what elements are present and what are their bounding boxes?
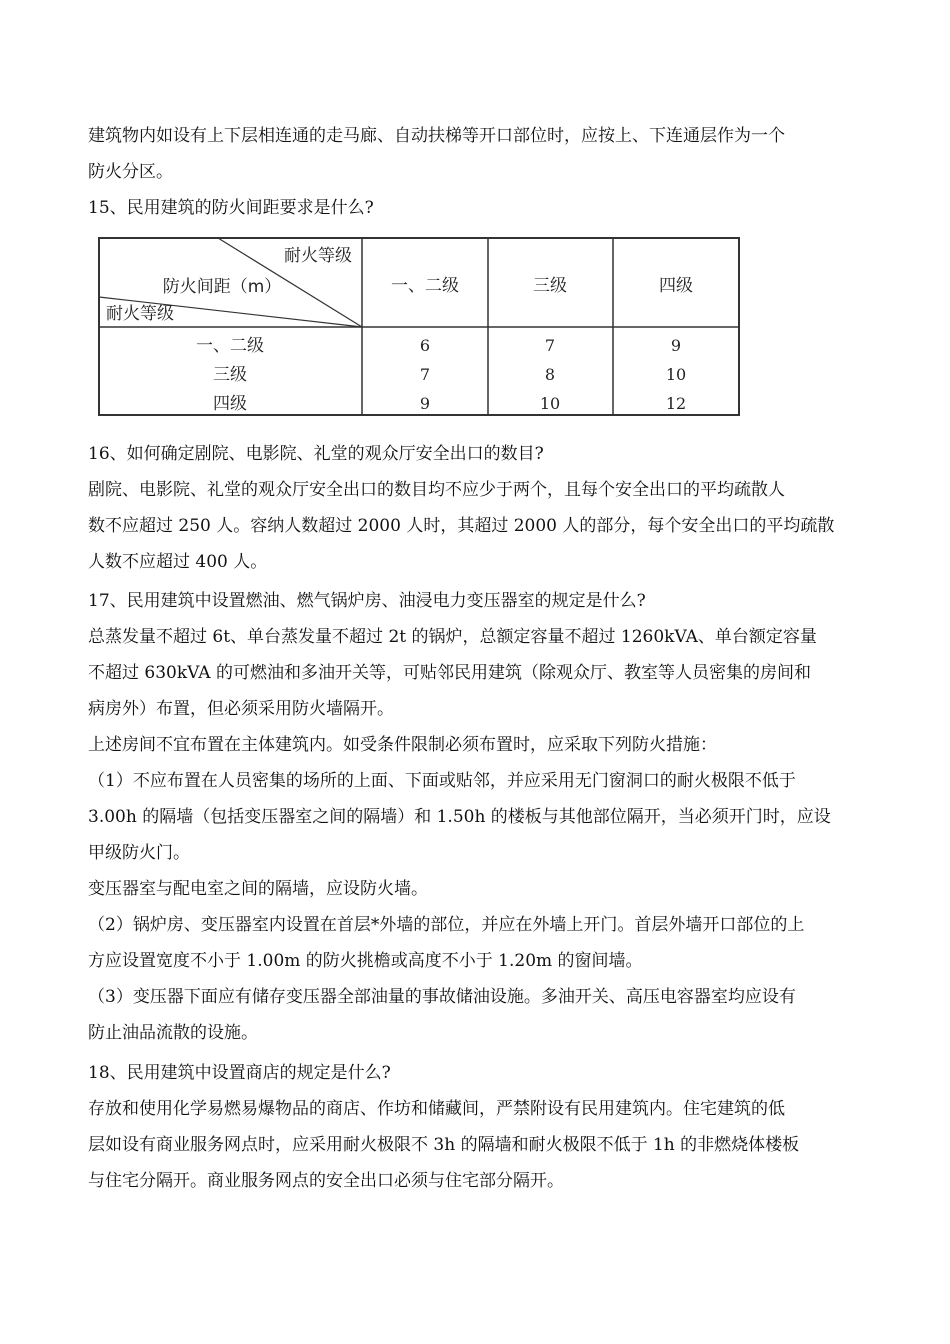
row-label: 一、二级 bbox=[196, 336, 264, 356]
text-line: 层如设有商业服务网点时，应采用耐火极限不 3h 的隔墙和耐火极限不低于 1h 的非燃烧体楼板 bbox=[88, 1135, 800, 1155]
fire-separation-table bbox=[98, 237, 741, 417]
text-line: 甲级防火门。 bbox=[88, 843, 190, 863]
table-cell: 9 bbox=[670, 336, 682, 355]
text-line: （1）不应布置在人员密集的场所的上面、下面或贴邻，并应采用无门窗洞口的耐火极限不低于 bbox=[88, 771, 796, 791]
header-middle-label: 防火间距（m） bbox=[162, 277, 282, 297]
text-line: 方应设置宽度不小于 1.00m 的防火挑檐或高度不小于 1.20m 的窗间墙。 bbox=[88, 951, 643, 971]
text-line: 剧院、电影院、礼堂的观众厅安全出口的数目均不应少于两个，且每个安全出口的平均疏散人 bbox=[88, 480, 785, 500]
table-cell: 8 bbox=[544, 365, 556, 384]
text-line: 数不应超过 250 人。容纳人数超过 2000 人时，其超过 2000 人的部分，每个安全出口的平均疏散 bbox=[88, 516, 835, 536]
question-18: 18、民用建筑中设置商店的规定是什么? bbox=[88, 1063, 391, 1083]
table-cell: 7 bbox=[419, 365, 431, 384]
text-line: 人数不应超过 400 人。 bbox=[88, 552, 268, 572]
text-line: （3）变压器下面应有储存变压器全部油量的事故储油设施。多油开关、高压电容器室均应设有 bbox=[88, 987, 796, 1007]
text-line: （2）锅炉房、变压器室内设置在首层*外墙的部位，并应在外墙上开门。首层外墙开口部位的上 bbox=[88, 915, 805, 935]
table-cell: 10 bbox=[539, 394, 561, 413]
column-header: 三级 bbox=[533, 276, 567, 296]
text-line: 防火分区。 bbox=[88, 162, 173, 182]
question-17: 17、民用建筑中设置燃油、燃气锅炉房、油浸电力变压器室的规定是什么? bbox=[88, 591, 646, 611]
text-line: 上述房间不宜布置在主体建筑内。如受条件限制必须布置时，应采取下列防火措施： bbox=[88, 735, 717, 755]
text-line: 总蒸发量不超过 6t、单台蒸发量不超过 2t 的锅炉，总额定容量不超过 1260kVA、单台额定容量 bbox=[88, 627, 817, 647]
table-cell: 10 bbox=[665, 365, 687, 384]
text-line: 防止油品流散的设施。 bbox=[88, 1023, 258, 1043]
table-cell: 9 bbox=[419, 394, 431, 413]
text-line: 3.00h 的隔墙（包括变压器室之间的隔墙）和 1.50h 的楼板与其他部位隔开，当必须开门时，应设 bbox=[88, 807, 831, 827]
question-16: 16、如何确定剧院、电影院、礼堂的观众厅安全出口的数目? bbox=[88, 444, 544, 464]
column-header: 一、二级 bbox=[391, 276, 459, 296]
row-label: 四级 bbox=[213, 394, 247, 414]
table-cell: 6 bbox=[419, 336, 431, 355]
header-bottom-label: 耐火等级 bbox=[106, 304, 174, 324]
header-top-label: 耐火等级 bbox=[284, 246, 352, 266]
table-cell: 12 bbox=[665, 394, 687, 413]
question-15: 15、民用建筑的防火间距要求是什么? bbox=[88, 198, 374, 218]
text-line: 病房外）布置，但必须采用防火墙隔开。 bbox=[88, 699, 394, 719]
column-header: 四级 bbox=[659, 276, 693, 296]
table-cell: 7 bbox=[544, 336, 556, 355]
text-line: 与住宅分隔开。商业服务网点的安全出口必须与住宅部分隔开。 bbox=[88, 1171, 564, 1191]
text-line: 建筑物内如设有上下层相连通的走马廊、自动扶梯等开口部位时，应按上、下连通层作为一个 bbox=[88, 126, 785, 146]
paragraph-fire-compartment bbox=[88, 118, 866, 190]
text-line: 不超过 630kVA 的可燃油和多油开关等，可贴邻民用建筑（除观众厅、教室等人员密集的房间和 bbox=[88, 663, 811, 683]
answer-18 bbox=[88, 1091, 866, 1199]
answer-17 bbox=[88, 619, 866, 1051]
row-label: 三级 bbox=[213, 365, 247, 385]
text-line: 变压器室与配电室之间的隔墙，应设防火墙。 bbox=[88, 879, 428, 899]
table-graphic bbox=[98, 237, 741, 417]
answer-16 bbox=[88, 472, 866, 580]
text-line: 存放和使用化学易燃易爆物品的商店、作坊和储藏间，严禁附设有民用建筑内。住宅建筑的低 bbox=[88, 1099, 785, 1119]
